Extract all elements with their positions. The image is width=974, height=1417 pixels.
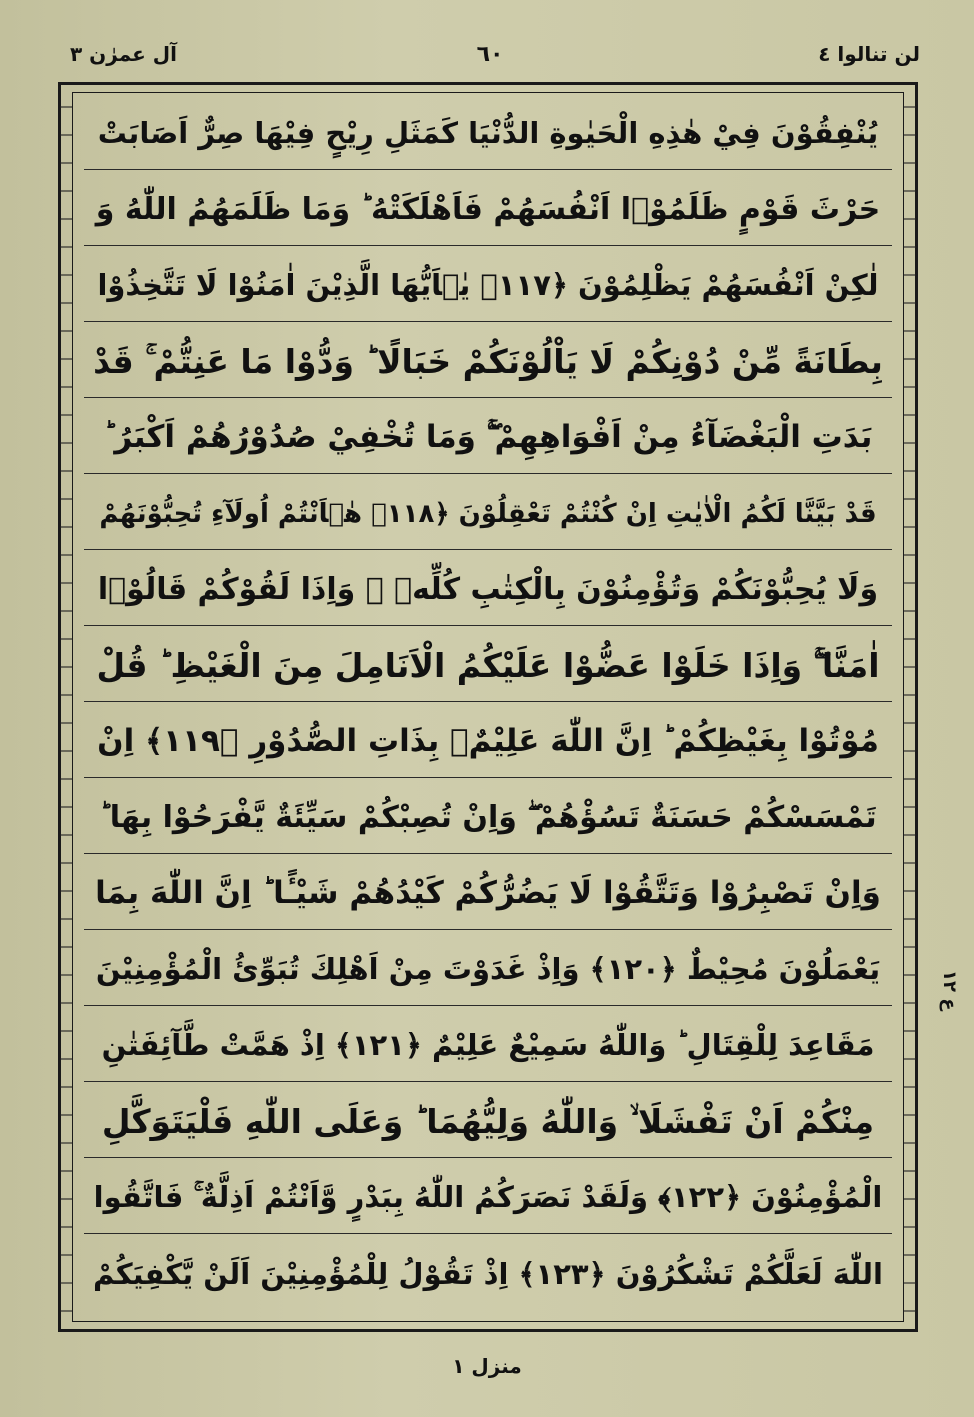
ruku-margin-note: ع ١٢ — [939, 969, 960, 1011]
line-text: حَرْثَ قَوْمٍ ظَلَمُوْۤا اَنْفُسَهُمْ فَاَهْلَكَتْهُ ؕ وَمَا ظَلَمَهُمُ اللّٰهُ وَ — [95, 191, 881, 227]
text-line — [84, 706, 892, 778]
text-line — [84, 1010, 892, 1082]
page-number: ٦٠ — [476, 42, 504, 67]
line-text: وَاِنْ تَصْبِرُوْا وَتَتَّقُوْا لَا يَضُرُّكُمْ كَيْدُهُمْ شَيْـًٔا ؕ اِنَّ اللّٰهَ بِمَا — [95, 875, 881, 911]
text-line — [84, 174, 892, 246]
line-text: اٰمَنَّا ۖۚ وَاِذَا خَلَوْا عَضُّوْا عَلَيْكُمُ الْاَنَامِلَ مِنَ الْغَيْظِ ؕ قُلْ — [96, 646, 880, 685]
text-line — [84, 554, 892, 626]
line-text: قَدْ بَيَّنَّا لَكُمُ الْاٰيٰتِ اِنْ كُنْتُمْ تَعْقِلُوْنَ ﴿١١٨﴾ هٰۤاَنْتُمْ اُولَآءِ تُحِبُّوْنَهُمْ — [99, 498, 877, 529]
manzil-footer: منزل ١ — [452, 1354, 522, 1378]
line-text: مَقَاعِدَ لِلْقِتَالِ ؕ وَاللّٰهُ سَمِيْعٌ عَلِيْمٌ ﴿١٢١﴾ اِذْ هَمَّتْ طَّآئِفَتٰنِ — [101, 1028, 875, 1062]
line-text: وَلَا يُحِبُّوْنَكُمْ وَتُؤْمِنُوْنَ بِالْكِتٰبِ كُلِّهٖ ۚ وَاِذَا لَقُوْكُمْ قَالُوْۤا — [97, 571, 879, 607]
line-text: مُوْتُوْا بِغَيْظِكُمْ ؕ اِنَّ اللّٰهَ عَلِيْمٌۢ بِذَاتِ الصُّدُوْرِ ﴿١١٩﴾ اِنْ — [97, 723, 879, 759]
text-line — [84, 402, 892, 474]
line-text: الْمُؤْمِنُوْنَ ﴿١٢٢﴾ وَلَقَدْ نَصَرَكُمُ اللّٰهُ بِبَدْرٍ وَّاَنْتُمْ اَذِلَّةٌ ۚ فَاتَّقُوا — [93, 1180, 883, 1214]
juz-name: لن تنالوا ٤ — [818, 42, 920, 66]
text-line — [84, 326, 892, 398]
text-line — [84, 1162, 892, 1234]
right-ornament-border — [904, 92, 916, 1322]
line-text: مِنْكُمْ اَنْ تَفْشَلَا ۙ وَاللّٰهُ وَلِيُّهُمَا ؕ وَعَلَى اللّٰهِ فَلْيَتَوَكَّلِ — [101, 1102, 875, 1141]
text-line — [84, 1238, 892, 1310]
line-text: تَمْسَسْكُمْ حَسَنَةٌ تَسُؤْهُمْ ۖ وَاِنْ تُصِبْكُمْ سَيِّئَةٌ يَّفْرَحُوْا بِهَا ؕ — [99, 799, 877, 835]
text-block — [84, 98, 892, 1318]
left-ornament-border — [60, 92, 72, 1322]
text-line — [84, 478, 892, 550]
line-text: يُنْفِقُوْنَ فِيْ هٰذِهِ الْحَيٰوةِ الدُّنْيَا كَمَثَلِ رِيْحٍ فِيْهَا صِرٌّ اَصَابَتْ — [97, 116, 879, 150]
line-text: يَعْمَلُوْنَ مُحِيْطٌ ﴿١٢٠﴾ وَاِذْ غَدَوْتَ مِنْ اَهْلِكَ تُبَوِّئُ الْمُؤْمِنِيْنَ — [95, 952, 881, 986]
line-text: بِطَانَةً مِّنْ دُوْنِكُمْ لَا يَاْلُوْنَكُمْ خَبَالًا ؕ وَدُّوْا مَا عَنِتُّمْ ۚ قَدْ — [93, 342, 883, 381]
text-line — [84, 858, 892, 930]
page-header — [60, 38, 920, 74]
text-line — [84, 782, 892, 854]
line-text: بَدَتِ الْبَغْضَآءُ مِنْ اَفْوَاهِهِمْ ۖۚ وَمَا تُخْفِيْ صُدُوْرُهُمْ اَكْبَرُ ؕ — [103, 419, 873, 455]
text-line — [84, 98, 892, 170]
line-text: اللّٰهَ لَعَلَّكُمْ تَشْكُرُوْنَ ﴿١٢٣﴾ اِذْ تَقُوْلُ لِلْمُؤْمِنِيْنَ اَلَنْ يَّكْفِيَكُمْ — [93, 1256, 883, 1291]
text-line — [84, 630, 892, 702]
surah-name: آل عمرٰن ٣ — [70, 42, 177, 66]
line-text: لٰكِنْ اَنْفُسَهُمْ يَظْلِمُوْنَ ﴿١١٧﴾ يٰۤاَيُّهَا الَّذِيْنَ اٰمَنُوْا لَا تَتَّخِذُوْا — [97, 268, 879, 302]
text-line — [84, 934, 892, 1006]
text-line — [84, 250, 892, 322]
text-line — [84, 1086, 892, 1158]
